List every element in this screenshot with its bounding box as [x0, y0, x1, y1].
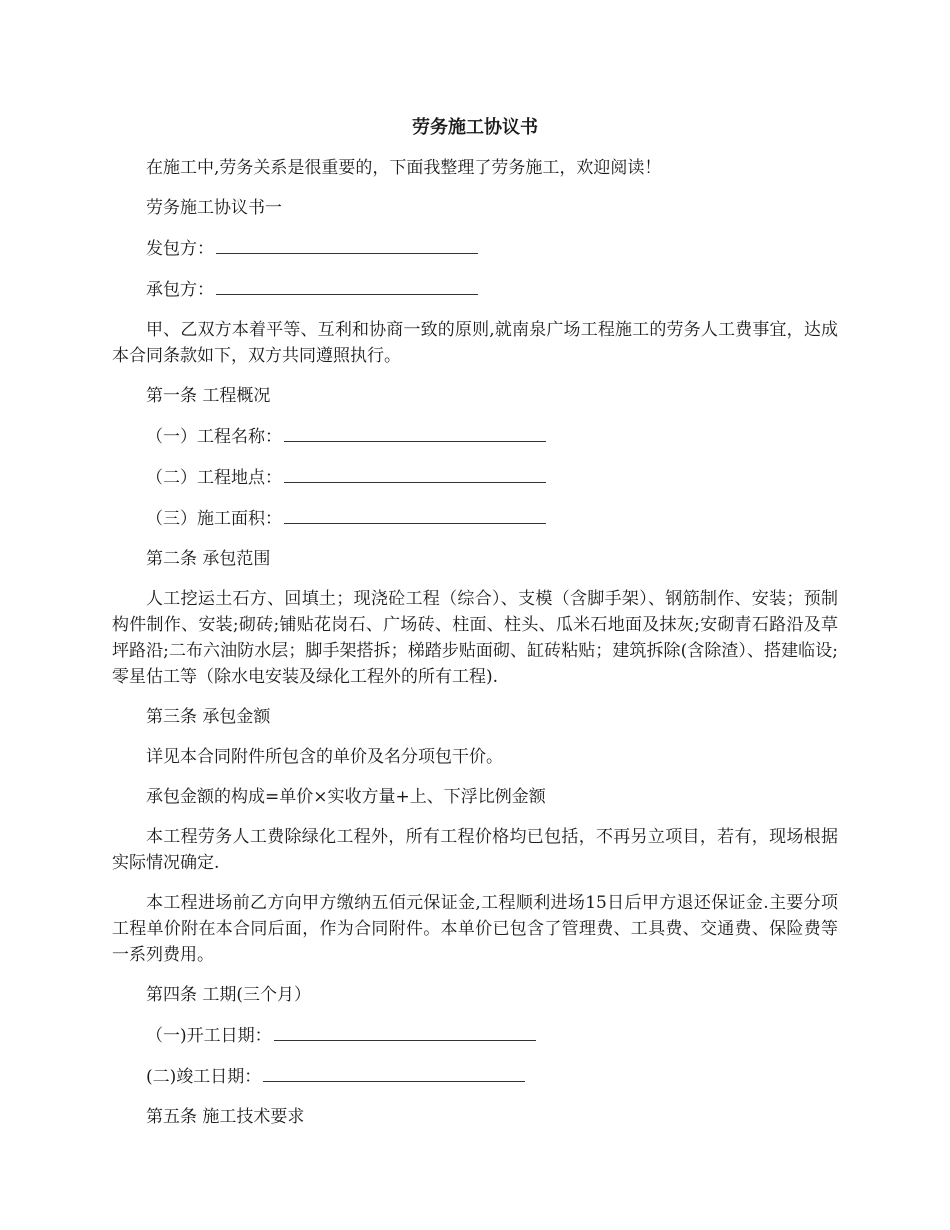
construction-area-line	[112, 505, 838, 532]
party-b-blank	[216, 276, 478, 295]
project-location-label: （二）工程地点：	[146, 468, 282, 488]
construction-area-label: （三）施工面积：	[146, 509, 282, 529]
article-3-body-4: 本工程进场前乙方向甲方缴纳五佰元保证金,工程顺利进场15日后甲方退还保证金.主要分项工程单价附在本合同后面，作为合同附件。本单价已包含了管理费、工具费、交通费、保险费等一系列费用。	[112, 893, 838, 965]
completion-date-line	[112, 1063, 838, 1090]
completion-date-blank	[263, 1063, 525, 1082]
start-date-line	[112, 1022, 838, 1049]
article-5-title: 第五条 施工技术要求	[146, 1107, 305, 1127]
project-location-blank	[284, 464, 546, 483]
document-title: 劳务施工协议书	[412, 117, 538, 138]
article-4-title: 第四条 工期(三个月）	[146, 985, 312, 1005]
completion-date-label: (二)竣工日期：	[146, 1067, 262, 1087]
party-a-label: 发包方：	[146, 239, 214, 259]
project-name-line	[112, 423, 838, 450]
construction-area-blank	[284, 505, 546, 524]
project-name-label: （一）工程名称：	[146, 427, 282, 447]
party-a-blank	[216, 235, 478, 254]
article-3-body-2: 承包金额的构成=单价×实收方量+上、下浮比例金额	[146, 787, 546, 807]
subtitle: 劳务施工协议书一	[146, 198, 282, 218]
project-name-blank	[284, 423, 546, 442]
article-3-title: 第三条 承包金额	[146, 707, 271, 727]
preamble-paragraph: 甲、乙双方本着平等、互利和协商一致的原则,就南泉广场工程施工的劳务人工费事宜，达成本合同条款如下，双方共同遵照执行。	[112, 320, 838, 366]
article-3-body-3: 本工程劳务人工费除绿化工程外，所有工程价格均已包括，不再另立项目，若有，现场根据实际情况确定.	[112, 827, 838, 873]
article-3-body-1: 详见本合同附件所包含的单价及名分项包干价。	[146, 747, 503, 767]
start-date-blank	[274, 1022, 536, 1041]
article-1-title: 第一条 工程概况	[146, 386, 271, 406]
party-b-line	[112, 276, 838, 303]
project-location-line	[112, 464, 838, 491]
party-a-line	[112, 235, 838, 262]
article-2-body: 人工挖运土石方、回填土；现浇砼工程（综合）、支模（含脚手架）、钢筋制作、安装；预制构件制作、安装;砌砖;铺贴花岗石、广场砖、柱面、柱头、瓜米石地面及抹灰;安砌青石路沿及草坪路沿;二布六油防水层；脚手架搭拆；梯踏步贴面砌、缸砖粘贴；建筑拆除(含除渣）、搭建临设;零星估工等（除水电安装及绿化工程外的所有工程).	[112, 589, 838, 687]
intro-paragraph: 在施工中,劳务关系是很重要的，下面我整理了劳务施工，欢迎阅读！	[146, 158, 662, 178]
article-2-title: 第二条 承包范围	[146, 549, 271, 569]
party-b-label: 承包方：	[146, 280, 214, 300]
start-date-label: （一)开工日期：	[146, 1026, 272, 1046]
